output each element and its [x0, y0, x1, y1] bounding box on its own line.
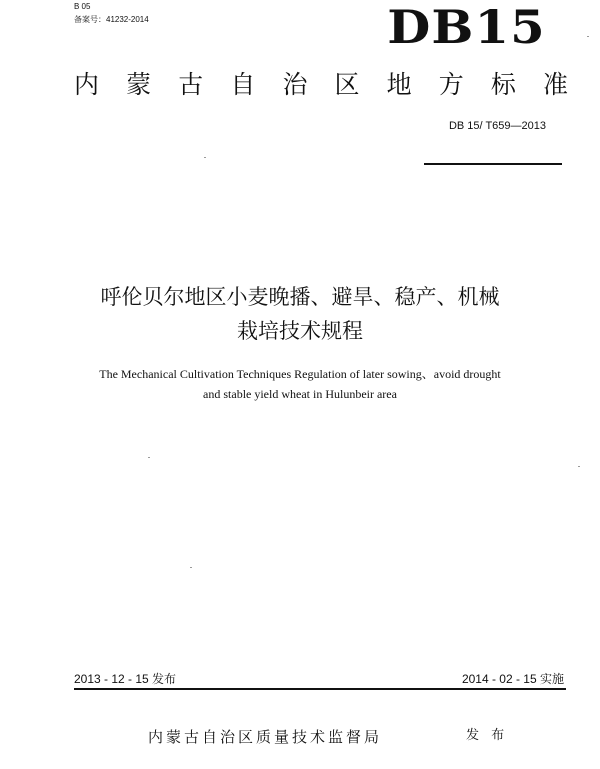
standard-type-heading	[74, 70, 568, 100]
title-chinese: 呼伦贝尔地区小麦晚播、避旱、稳产、机械 栽培技术规程	[100, 285, 500, 343]
scan-speck	[190, 567, 192, 568]
scan-speck	[587, 36, 589, 37]
issuing-authority: 内蒙古自治区质量技术监督局	[148, 728, 383, 746]
top-divider	[424, 163, 562, 165]
scan-speck	[578, 466, 580, 467]
issue-date: 2013 - 12 - 15 发布	[74, 672, 177, 686]
standard-brand-mark: DB15	[387, 0, 546, 54]
publish-label: 发 布	[466, 728, 509, 743]
standard-type-char: 区	[334, 70, 360, 99]
filing-number: 备案号：41232-2014	[74, 15, 149, 24]
standard-number: DB 15/ T659—2013	[448, 120, 546, 132]
standard-type-char: 地	[386, 70, 412, 99]
scan-speck	[148, 457, 150, 458]
standard-type-char: 古	[178, 70, 204, 99]
standard-type-char: 准	[542, 70, 568, 99]
standard-type-char: 内	[74, 70, 100, 99]
bottom-divider	[74, 688, 566, 690]
title-english: The Mechanical Cultivation Techniques Regulation of later sowing、avoid drought and stable yield wheat in Hulunbeir area	[99, 367, 501, 401]
standard-type-char: 标	[490, 70, 516, 99]
ccs-code: B 05	[74, 2, 91, 11]
standard-type-char: 方	[438, 70, 464, 99]
standard-type-char: 自	[230, 70, 256, 99]
standard-type-char: 蒙	[126, 70, 152, 99]
standard-type-char: 治	[282, 70, 308, 99]
implementation-date: 2014 - 02 - 15 实施	[461, 672, 564, 686]
scan-speck	[204, 157, 206, 158]
